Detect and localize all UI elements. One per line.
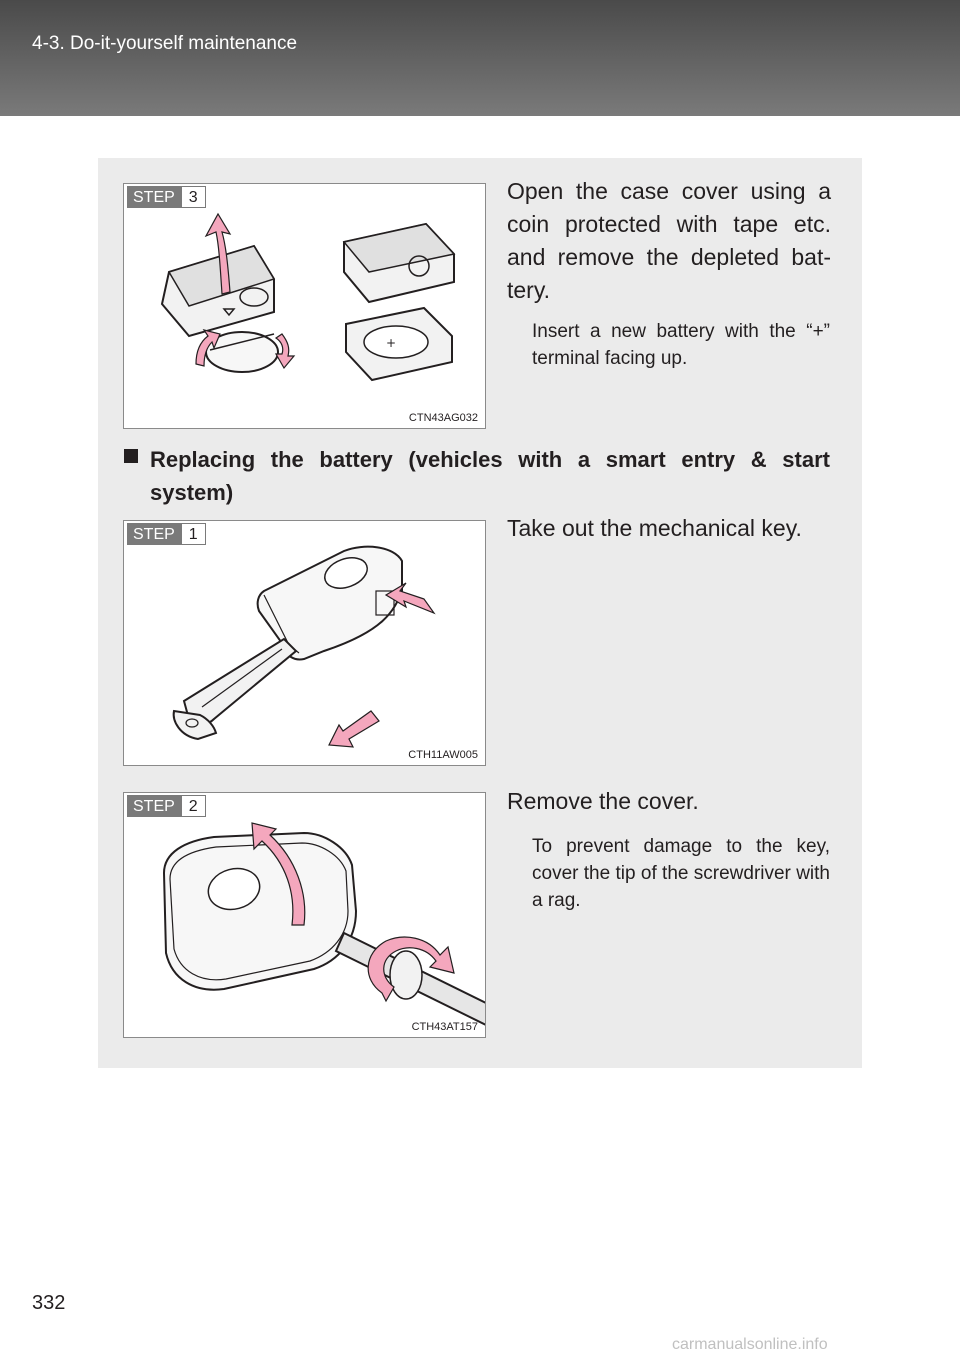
figure-step-3 — [123, 183, 486, 429]
bullet-square-icon — [124, 449, 138, 463]
step-3-note: Insert a new battery with the “+” terminal facing up. — [532, 321, 830, 369]
figure-code: CTN43AG032 — [408, 412, 478, 424]
page-header — [0, 0, 960, 116]
step-number: 2 — [181, 795, 206, 817]
key-case-open-illustration — [124, 184, 486, 429]
step-label: STEP — [127, 523, 181, 545]
section-heading — [124, 443, 830, 509]
figure-code: CTH11AW005 — [408, 749, 478, 761]
step-number: 1 — [181, 523, 206, 545]
step-2-instruction: Remove the cover. — [507, 788, 699, 814]
step-label: STEP — [127, 186, 181, 208]
figure-step-2 — [123, 792, 486, 1038]
step-badge — [127, 523, 206, 545]
watermark: carmanualsonline.info — [672, 1336, 828, 1353]
page-number: 332 — [32, 1292, 66, 1314]
figure-step-1 — [123, 520, 486, 766]
step-number: 3 — [181, 186, 206, 208]
step-label: STEP — [127, 795, 181, 817]
cover-removal-illustration — [124, 793, 486, 1038]
step-badge — [127, 186, 206, 208]
section-heading-text: Replacing the battery (vehicles with a smart entry & start system) — [150, 447, 830, 505]
figure-code: CTH43AT157 — [411, 1021, 478, 1033]
step-badge — [127, 795, 206, 817]
svg-text:+: + — [386, 336, 397, 350]
step-2-note: To prevent damage to the key, cover the tip of the screwdriver with a rag. — [532, 836, 830, 911]
step-3-instruction: Open the case cover using a coin protected with tape etc. and remove the depleted bat-tery. — [507, 178, 831, 303]
step-1-instruction: Take out the mechanical key. — [507, 515, 802, 541]
mechanical-key-removal-illustration — [124, 521, 486, 766]
section-title: 4-3. Do-it-yourself maintenance — [32, 33, 298, 54]
